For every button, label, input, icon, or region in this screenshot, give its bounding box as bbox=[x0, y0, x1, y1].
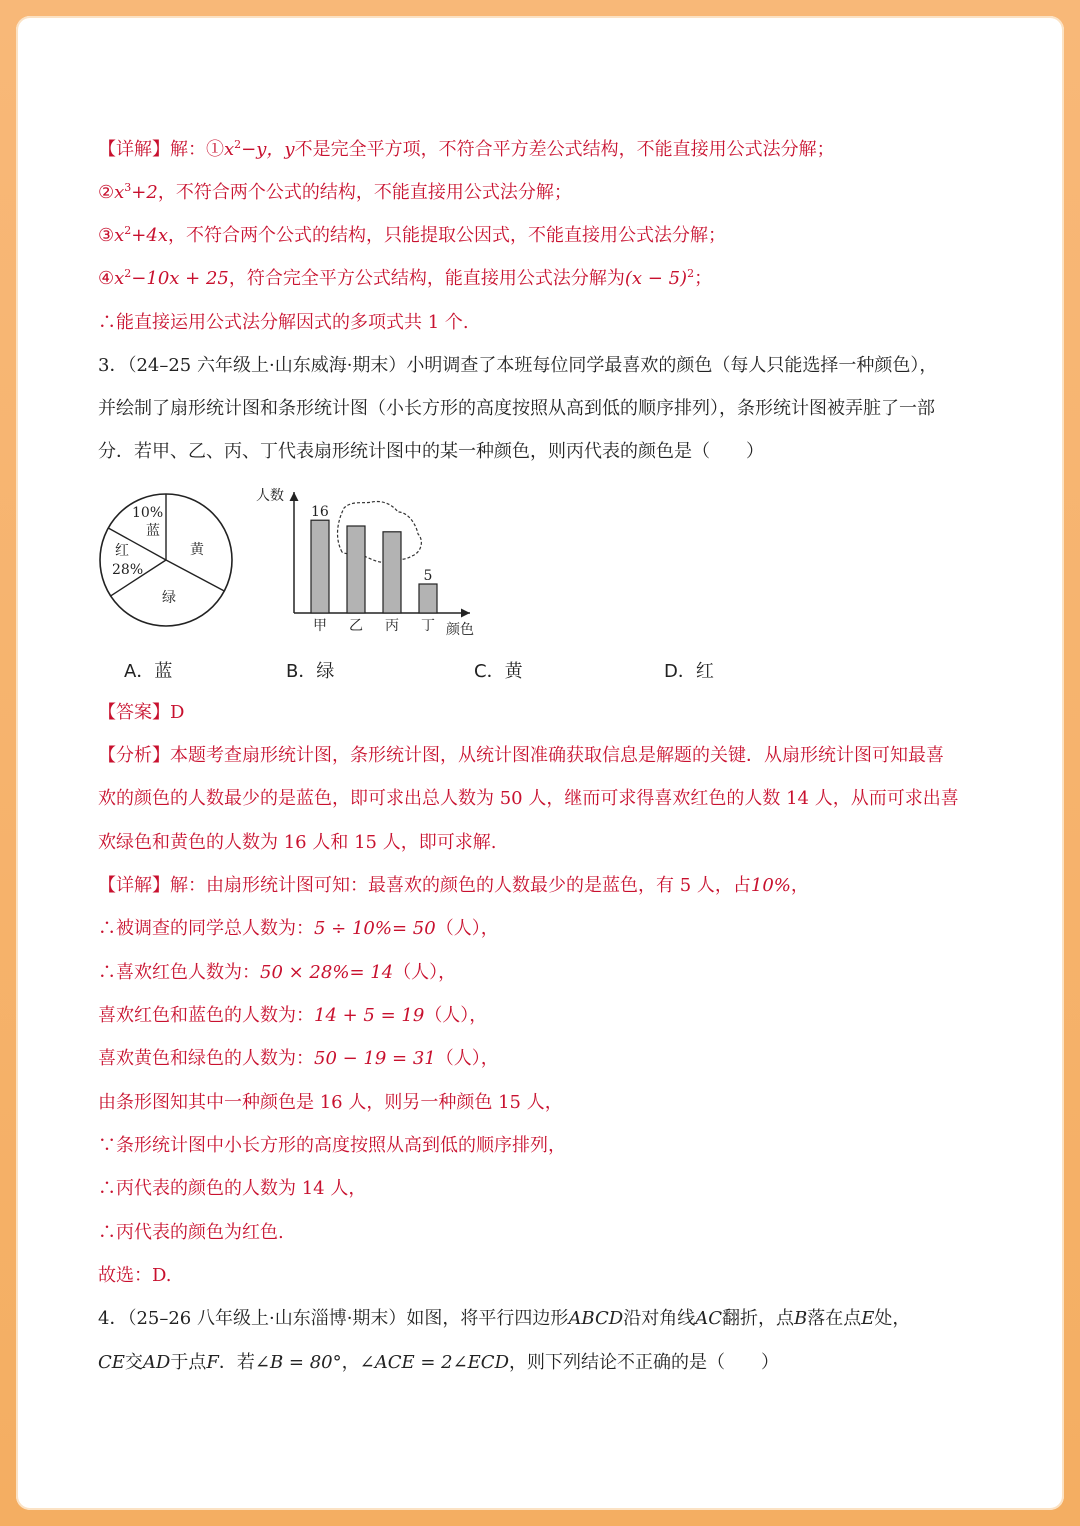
math: +4x bbox=[131, 225, 168, 246]
pie-label-yellow: 黄 bbox=[190, 542, 204, 558]
bar-label-丁: 5 bbox=[423, 568, 433, 584]
math: −y，y bbox=[241, 139, 295, 160]
math: x bbox=[114, 225, 125, 246]
solution-line-2 bbox=[98, 181, 572, 205]
math: 14 + 5 = 19 bbox=[314, 1005, 425, 1026]
detail-line-4 bbox=[98, 1004, 487, 1028]
pie-label-10pct: 10% bbox=[132, 505, 164, 521]
analysis-line-3: 欢绿色和黄色的人数为 16 人和 15 人，即可求解. bbox=[98, 832, 497, 853]
detail-line-3 bbox=[98, 961, 456, 985]
bar-丁 bbox=[419, 584, 437, 613]
text: 交 bbox=[124, 1352, 143, 1373]
solution-line-4 bbox=[98, 267, 712, 291]
text: ， bbox=[341, 1352, 360, 1373]
math: AD bbox=[142, 1352, 171, 1373]
text: ； bbox=[694, 268, 713, 289]
text: 处， bbox=[874, 1308, 911, 1329]
text: 沿对角线 bbox=[623, 1308, 696, 1329]
math: 10% bbox=[750, 875, 791, 896]
text: ∴被调查的同学总人数为： bbox=[98, 918, 314, 939]
text: 翻折，点 bbox=[721, 1308, 794, 1329]
q4-stem-line-2 bbox=[98, 1351, 779, 1375]
math: ∠B = 80° bbox=[254, 1352, 342, 1373]
analysis-line-1: 【分析】本题考查扇形统计图，条形统计图，从统计图准确获取信息是解题的关键．从扇形统计图可知最喜 bbox=[98, 745, 944, 766]
pie-label-blue: 蓝 bbox=[146, 523, 160, 539]
text: ∴喜欢红色人数为： bbox=[98, 962, 260, 983]
detail-line-7: ∵条形统计图中小长方形的高度按照从高到低的顺序排列， bbox=[98, 1135, 566, 1156]
text: 不是完全平方项，不符合平方差公式结构，不能直接用公式法分解； bbox=[294, 139, 835, 160]
x-axis-label: 颜色 bbox=[446, 622, 474, 638]
math: 50 × 28%= 14 bbox=[260, 962, 394, 983]
exp: 2 bbox=[687, 267, 695, 280]
pie-label-28pct: 28% bbox=[112, 562, 144, 578]
text: 喜欢黄色和绿色的人数为： bbox=[98, 1048, 314, 1069]
option-d[interactable]: D．红 bbox=[664, 661, 714, 682]
detail-line-8: ∴丙代表的颜色的人数为 14 人， bbox=[98, 1178, 367, 1199]
x-tick-丙: 丙 bbox=[385, 618, 399, 634]
text: ， bbox=[790, 875, 809, 896]
text: 4．（25–26 八年级上·山东淄博·期末）如图，将平行四边形 bbox=[98, 1308, 569, 1329]
math: 50 − 19 = 31 bbox=[314, 1048, 436, 1069]
text: （人）， bbox=[393, 962, 457, 983]
math: (x − 5) bbox=[624, 268, 688, 289]
text: ，符合完全平方公式结构，能直接用公式法分解为 bbox=[228, 268, 625, 289]
detail-line-5 bbox=[98, 1047, 499, 1071]
math: x bbox=[224, 139, 235, 160]
math: x bbox=[114, 268, 125, 289]
detail-line-2 bbox=[98, 917, 499, 941]
exp: 2 bbox=[124, 224, 132, 237]
bar-chart bbox=[252, 482, 492, 642]
text: ② bbox=[98, 182, 115, 203]
bar-甲 bbox=[311, 520, 329, 613]
text: 落在点 bbox=[807, 1308, 862, 1329]
solution-line-3 bbox=[98, 224, 726, 248]
bar-乙 bbox=[347, 526, 365, 613]
exp: 3 bbox=[124, 181, 132, 194]
math: −10x + 25 bbox=[131, 268, 229, 289]
option-a[interactable]: A．蓝 bbox=[124, 661, 173, 682]
text: ③ bbox=[98, 225, 115, 246]
x-tick-丁: 丁 bbox=[421, 618, 435, 634]
solution-line-5: ∴能直接运用公式法分解因式的多项式共 1 个. bbox=[98, 312, 469, 333]
math: F bbox=[206, 1352, 219, 1373]
x-tick-乙: 乙 bbox=[349, 618, 363, 634]
math: CE bbox=[98, 1352, 125, 1373]
text: （人）， bbox=[435, 1048, 499, 1069]
text: ，不符合两个公式的结构，只能提取公因式，不能直接用公式法分解； bbox=[167, 225, 726, 246]
pie-label-red: 红 bbox=[115, 543, 129, 559]
q3-stem-line-2: 并绘制了扇形统计图和条形统计图（小长方形的高度按照从高到低的顺序排列），条形统计图被弄脏了一部 bbox=[98, 398, 935, 419]
detail-line-9: ∴丙代表的颜色为红色. bbox=[98, 1222, 284, 1243]
math: ABCD bbox=[568, 1308, 624, 1329]
text: ．若 bbox=[218, 1352, 255, 1373]
detail-line-1 bbox=[98, 874, 809, 898]
q4-stem-line-1 bbox=[98, 1307, 910, 1331]
detail-line-6: 由条形图知其中一种颜色是 16 人，则另一种颜色 15 人， bbox=[98, 1092, 563, 1113]
bar-label-甲: 16 bbox=[311, 504, 329, 521]
text: 于点 bbox=[170, 1352, 207, 1373]
text: 【详解】解：由扇形统计图可知：最喜欢的颜色的人数最少的是蓝色，有 5 人，占 bbox=[98, 875, 751, 896]
option-b[interactable]: B．绿 bbox=[286, 661, 335, 682]
text: ，不符合两个公式的结构，不能直接用公式法分解； bbox=[157, 182, 572, 203]
choice-line: 故选：D. bbox=[98, 1265, 172, 1286]
math: +2 bbox=[131, 182, 158, 203]
analysis-line-2: 欢的颜色的人数最少的是蓝色，即可求出总人数为 50 人，继而可求得喜欢红色的人数 14 人，从而可求出喜 bbox=[98, 788, 959, 809]
math: 5 ÷ 10%= 50 bbox=[314, 918, 436, 939]
y-axis-label: 人数 bbox=[256, 488, 284, 504]
math: AC bbox=[695, 1308, 722, 1329]
x-tick-甲: 甲 bbox=[313, 618, 327, 634]
solution-line-1 bbox=[98, 138, 835, 162]
text: 【详解】解：① bbox=[98, 139, 224, 160]
pie-label-green: 绿 bbox=[162, 590, 176, 606]
pie-chart bbox=[94, 490, 238, 634]
text: ，则下列结论不正确的是（ ） bbox=[509, 1352, 780, 1373]
option-c[interactable]: C．黄 bbox=[474, 661, 523, 682]
text: （人）， bbox=[435, 918, 499, 939]
math: B bbox=[793, 1308, 808, 1329]
exp: 2 bbox=[234, 138, 242, 151]
math: E bbox=[861, 1308, 875, 1329]
math: ∠ACE = 2∠ECD bbox=[359, 1352, 510, 1373]
text: 喜欢红色和蓝色的人数为： bbox=[98, 1005, 314, 1026]
bar-丙 bbox=[383, 532, 401, 613]
text: （人）， bbox=[424, 1005, 488, 1026]
q3-stem-line-1: 3．（24–25 六年级上·山东威海·期末）小明调查了本班每位同学最喜欢的颜色（每人只能选择一种颜色）， bbox=[98, 355, 938, 376]
q3-stem-line-3: 分．若甲、乙、丙、丁代表扇形统计图中的某一种颜色，则丙代表的颜色是（ ） bbox=[98, 441, 764, 462]
exp: 2 bbox=[124, 267, 132, 280]
math: x bbox=[114, 182, 125, 203]
text: ④ bbox=[98, 268, 115, 289]
answer-line: 【答案】D bbox=[98, 702, 185, 723]
